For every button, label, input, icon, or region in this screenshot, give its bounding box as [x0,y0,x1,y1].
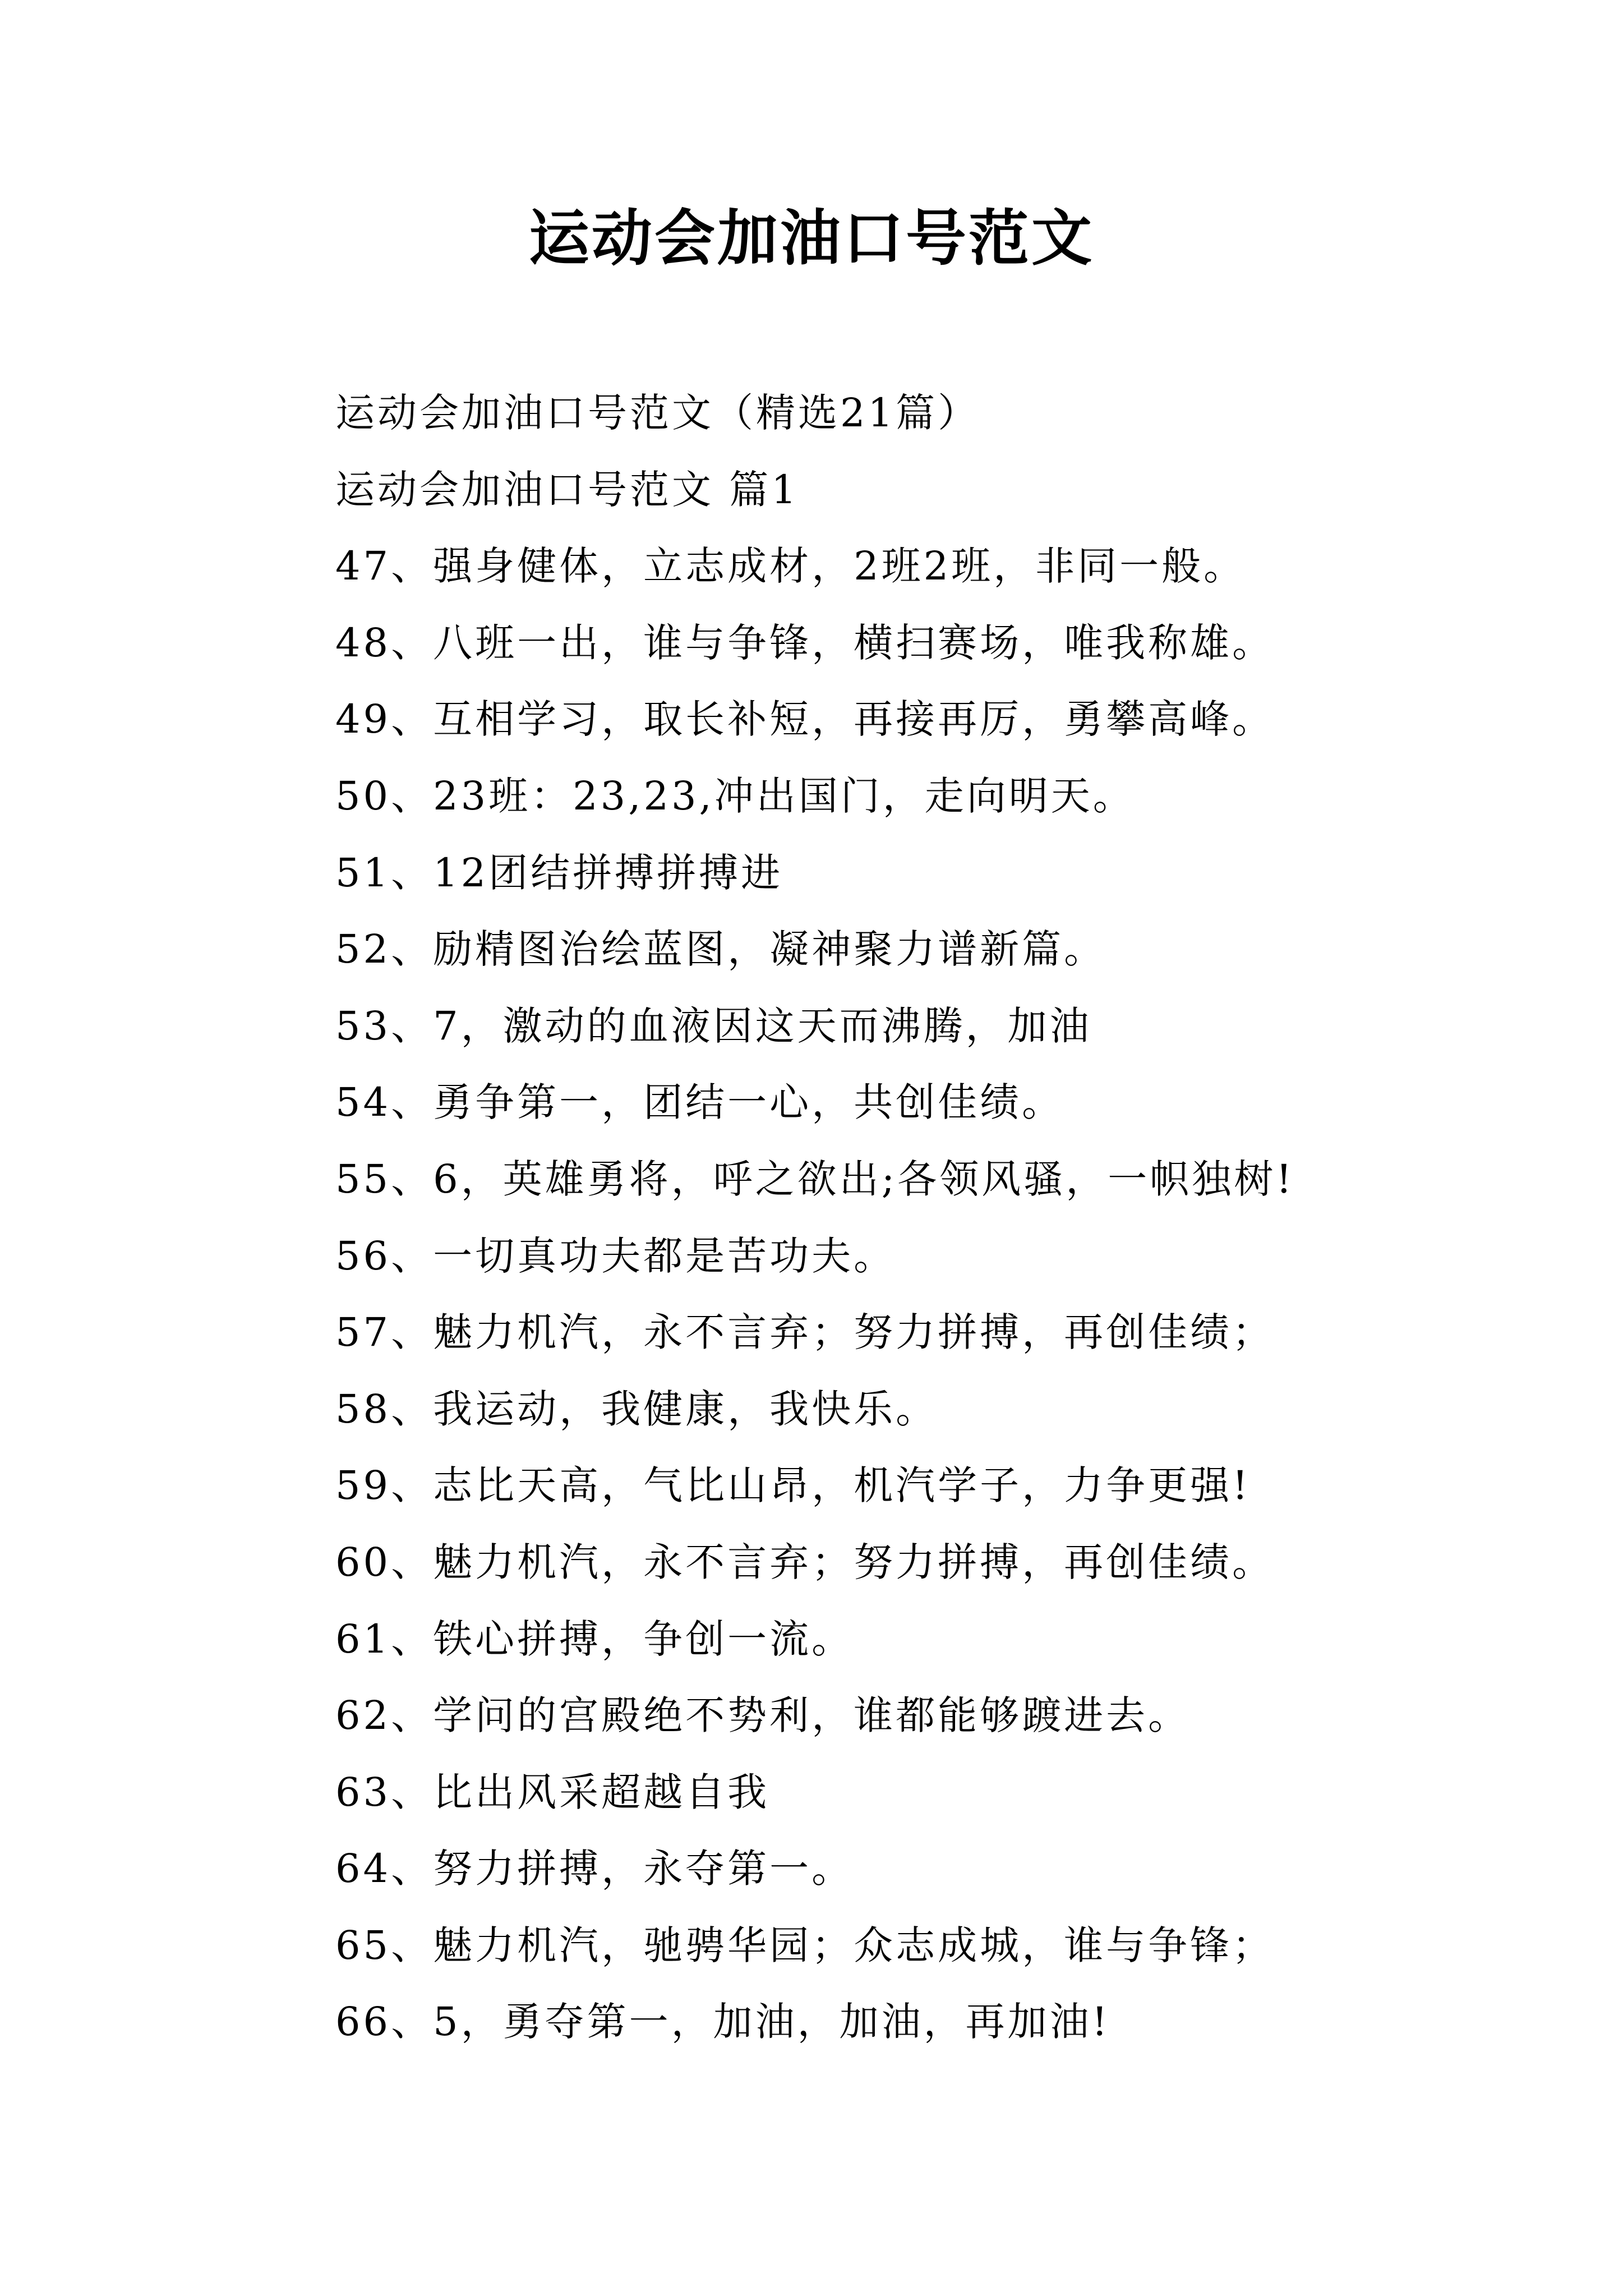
body-line: 60、魅力机汽，永不言弃；努力拼搏，再创佳绩。 [335,1539,1275,1585]
body-line: 65、魅力机汽，驰骋华园；众志成城，谁与争锋； [335,1922,1275,1968]
body-line: 51、12团结拼搏拼搏进 [335,849,783,896]
body-line: 50、23班：23,23,冲出国门，走向明天。 [335,772,1135,819]
body-line: 49、互相学习，取长补短，再接再厉，勇攀高峰。 [335,696,1275,743]
body-line: 48、八班一出，谁与争锋，横扫赛场，唯我称雄。 [335,619,1275,666]
body-line: 53、7，激动的血液因这天而沸腾，加油 [335,1002,1092,1049]
body-line: 57、魅力机汽，永不言弃；努力拼搏，再创佳绩； [335,1309,1275,1356]
body-line: 55、6，英雄勇将，呼之欲出;各领风骚，一帜独树! [335,1156,1295,1202]
body-line: 47、强身健体，立志成材，2班2班，非同一般。 [335,543,1246,590]
body-line: 54、勇争第一，团结一心，共创佳绩。 [335,1079,1064,1126]
body-line: 62、学问的宫殿绝不势利，谁都能够踱进去。 [335,1692,1191,1739]
body-line: 56、一切真功夫都是苦功夫。 [335,1232,896,1279]
body-line: 58、我运动，我健康，我快乐。 [335,1386,938,1432]
body-line: 52、励精图治绘蓝图，凝神聚力谱新篇。 [335,926,1106,973]
body-line: 运动会加油口号范文 篇1 [335,466,799,513]
body-line: 61、铁心拼搏，争创一流。 [335,1616,854,1662]
document-body [335,375,1597,2060]
body-line: 59、志比天高，气比山昂，机汽学子，力争更强! [335,1462,1251,1509]
body-line: 66、5，勇夺第一，加油，加油，再加油! [335,1999,1110,2045]
body-line: 64、努力拼搏，永夺第一。 [335,1846,854,1892]
document-title: 运动会加油口号范文 [528,203,1094,274]
body-line: 63、比出风采超越自我 [335,1769,770,1815]
body-line: 运动会加油口号范文（精选21篇） [335,390,980,436]
